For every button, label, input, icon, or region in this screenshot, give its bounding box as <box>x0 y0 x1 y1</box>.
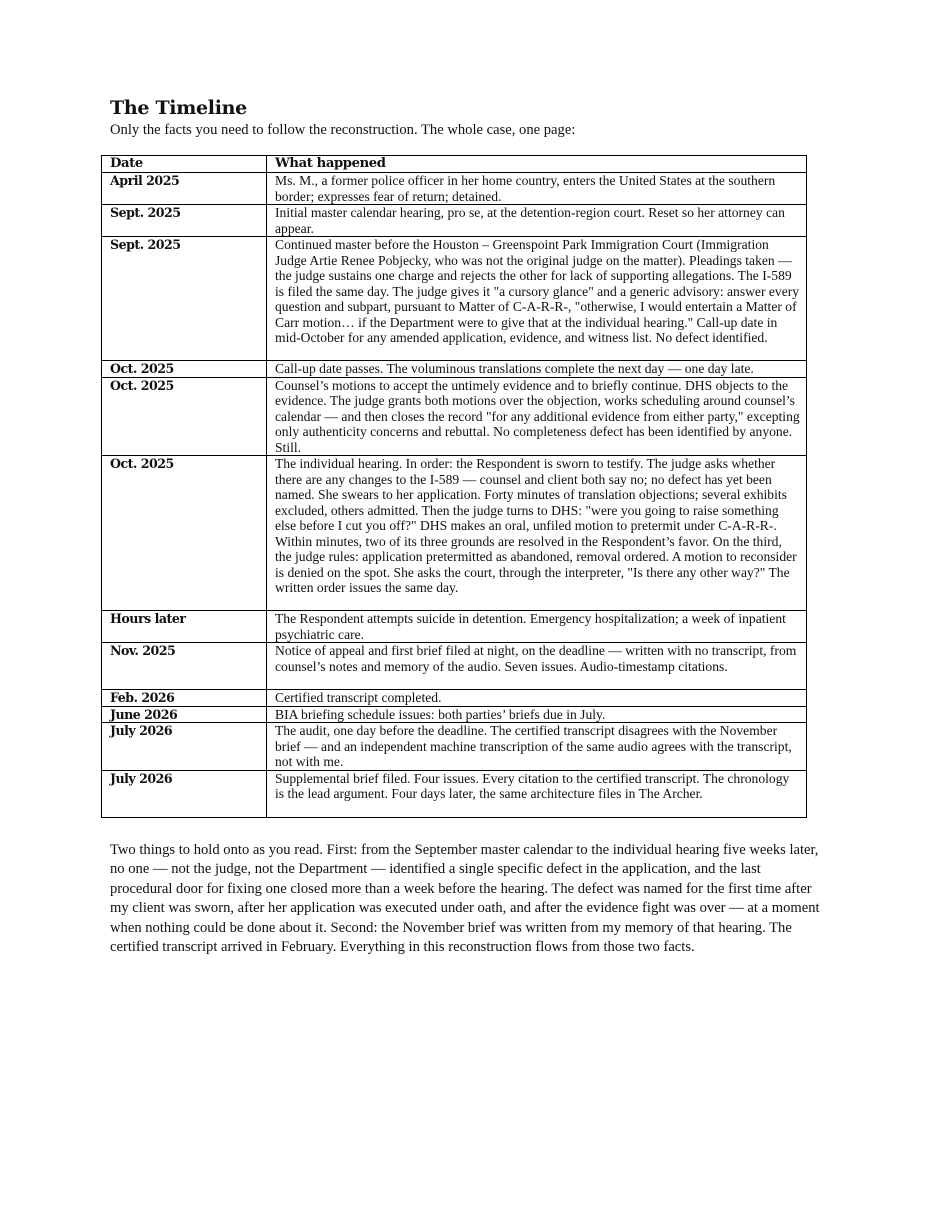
timeline-table <box>101 155 807 818</box>
row-date: April 2025 <box>102 173 267 205</box>
row-event: Certified transcript completed. <box>267 690 807 707</box>
table-row <box>102 361 807 378</box>
row-date: Hours later <box>102 611 267 643</box>
closing-paragraph: Two things to hold onto as you read. First: from the September master calendar to the individual hearing five weeks later, no one — not the judge, not the Department — identified a single specific defect in the application, and the last procedural door for fixing one closed more than a week before the hearing. The defect was named for the first time after my client was sworn, after her application was executed under oath, and after the evidence fight was over — at a moment when nothing could be done about it. Second: the November brief was written from my memory of that hearing. The certified transcript arrived in February. Everything in this reconstruction flows from those two facts. <box>110 842 820 956</box>
row-event: The individual hearing. In order: the Respondent is sworn to testify. The judge asks whether there are any changes to the I-589 — counsel and client both say no; no defect has yet been named. She swears to her application. Forty minutes of translation objections; several exhibits excluded, others admitted. Then the judge turns to DHS: "were you going to raise something else before I cut you off?" DHS makes an oral, unfiled motion to pretermit under C-A-R-R-. Within minutes, two of its three grounds are resolved in the Respondent’s favor. On the third, the judge rules: application pretermitted as abandoned, removal ordered. A motion to reconsider is denied on the spot. She asks the court, through the interpreter, "Is there any other way?" The written order issues the same day. <box>267 456 807 611</box>
table-row <box>102 770 807 817</box>
table-row <box>102 377 807 456</box>
row-date: Sept. 2025 <box>102 205 267 237</box>
row-date: Feb. 2026 <box>102 690 267 707</box>
column-header-date: Date <box>102 156 267 173</box>
row-event: Counsel’s motions to accept the untimely evidence and to briefly continue. DHS objects to the evidence. The judge grants both motions over the objection, works scheduling around counsel’s calendar — and then closes the record "for any additional evidence from either party," excepting only authenticity concerns and rebuttal. No completeness defect has been identified by anyone. Still. <box>267 377 807 456</box>
row-date: Oct. 2025 <box>102 456 267 611</box>
row-date: Nov. 2025 <box>102 643 267 690</box>
row-date: July 2026 <box>102 770 267 817</box>
row-event: Supplemental brief filed. Four issues. Every citation to the certified transcript. The chronology is the lead argument. Four days later, the same architecture files in The Archer. <box>267 770 807 817</box>
row-date: July 2026 <box>102 723 267 771</box>
row-date: Oct. 2025 <box>102 361 267 378</box>
table-row <box>102 173 807 205</box>
row-event: BIA briefing schedule issues: both parties’ briefs due in July. <box>267 706 807 723</box>
table-header-row <box>102 156 807 173</box>
table-row <box>102 205 807 237</box>
row-event: Notice of appeal and first brief filed at night, on the deadline — written with no transcript, from counsel’s notes and memory of the audio. Seven issues. Audio-timestamp citations. <box>267 643 807 690</box>
row-event: The audit, one day before the deadline. The certified transcript disagrees with the November brief — and an independent machine transcription of the same audio agrees with the transcript, not with me. <box>267 723 807 771</box>
table-row <box>102 690 807 707</box>
table-row <box>102 611 807 643</box>
row-date: Oct. 2025 <box>102 377 267 456</box>
page-title: The Timeline <box>110 97 247 119</box>
row-event: The Respondent attempts suicide in detention. Emergency hospitalization; a week of inpatient psychiatric care. <box>267 611 807 643</box>
row-date: Sept. 2025 <box>102 237 267 361</box>
row-date: June 2026 <box>102 706 267 723</box>
table-row <box>102 723 807 771</box>
column-header-what-happened: What happened <box>267 156 807 173</box>
row-event: Ms. M., a former police officer in her home country, enters the United States at the southern border; expresses fear of return; detained. <box>267 173 807 205</box>
row-event: Call-up date passes. The voluminous translations complete the next day — one day late. <box>267 361 807 378</box>
table-row <box>102 643 807 690</box>
row-event: Initial master calendar hearing, pro se, at the detention-region court. Reset so her attorney can appear. <box>267 205 807 237</box>
row-event: Continued master before the Houston – Greenspoint Park Immigration Court (Immigration Judge Artie Renee Pobjecky, who was not the original judge on the matter). Pleadings taken — the judge sustains one charge and rejects the other for lack of supporting allegations. The I-589 is filed the same day. The judge gives it "a cursory glance" and a generic advisory: answer every question and subpart, pursuant to Matter of C-A-R-R-, "otherwise, I would entertain a Matter of Carr motion… if the Department were to give that at the individual hearing." Call-up date in mid-October for any amended application, evidence, and witness list. No defect identified. <box>267 237 807 361</box>
table-row <box>102 237 807 361</box>
table-row <box>102 706 807 723</box>
table-row <box>102 456 807 611</box>
page-subtitle: Only the facts you need to follow the reconstruction. The whole case, one page: <box>110 122 576 138</box>
